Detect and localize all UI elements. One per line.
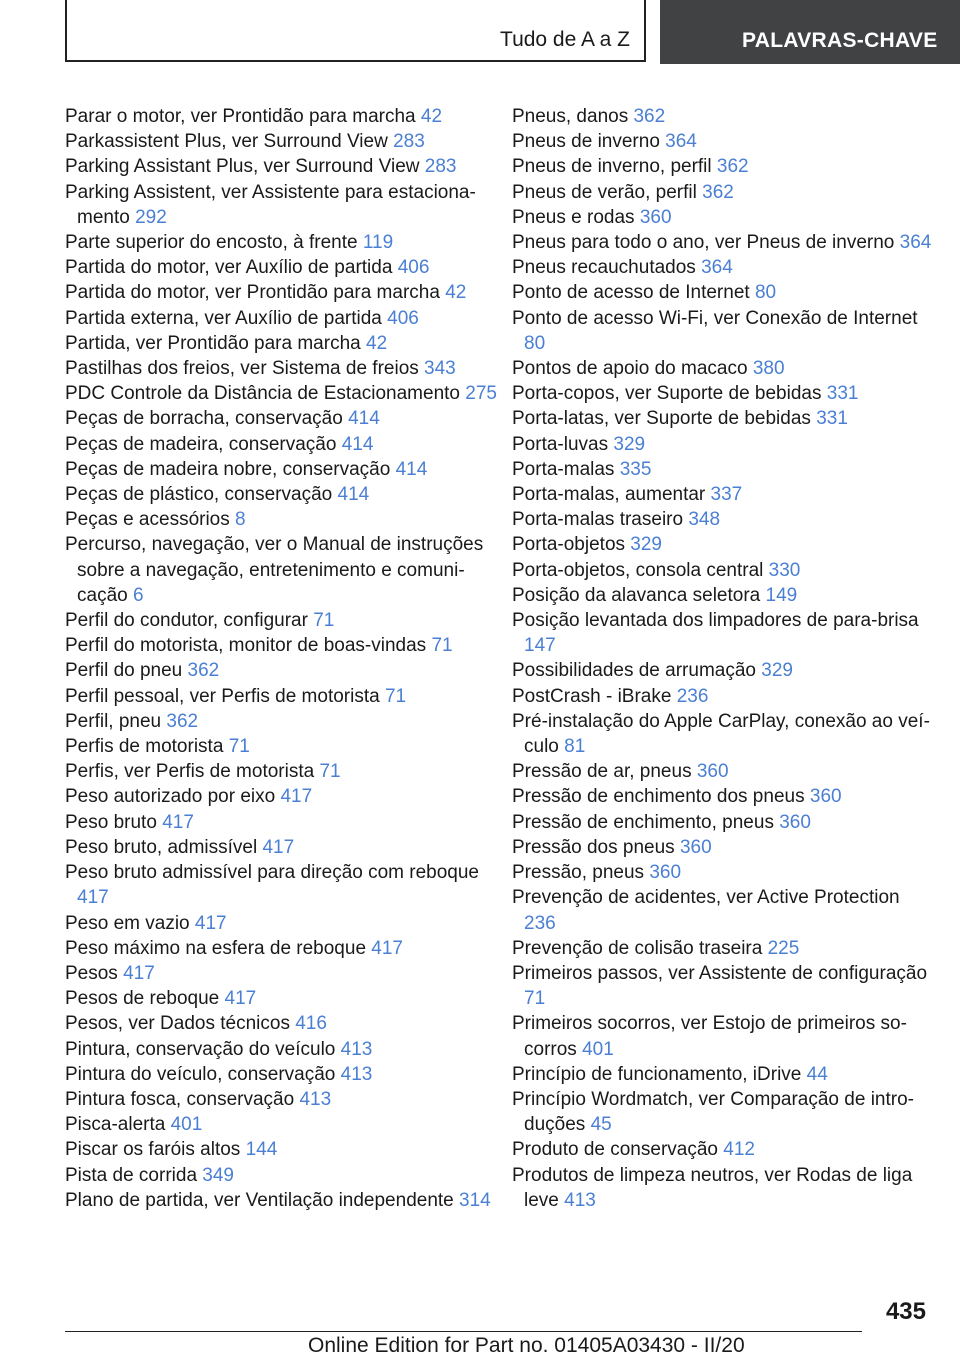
index-term: Peças de madeira nobre, conservação <box>65 458 391 480</box>
index-entry <box>512 709 932 759</box>
index-term: Pneus de inverno <box>512 131 660 153</box>
index-page-link[interactable]: 406 <box>397 257 430 279</box>
index-term: Pista de corrida <box>65 1164 198 1186</box>
index-term: Pontos de apoio do macaco <box>512 358 748 380</box>
index-term: Pintura fosca, conservação <box>65 1088 295 1110</box>
index-page-link[interactable]: 362 <box>633 106 666 127</box>
index-term: Perfis, ver Perfis de motorista <box>65 761 315 783</box>
index-page-link[interactable]: 417 <box>194 912 227 934</box>
index-page-link[interactable]: 413 <box>299 1088 332 1110</box>
index-page-link[interactable]: 71 <box>431 635 453 657</box>
index-term: Partida do motor, ver Auxílio de partida <box>65 257 393 279</box>
index-term: Posição levantada dos limpadores de para-brisa <box>512 610 919 632</box>
index-page-link[interactable]: 44 <box>806 1063 828 1085</box>
index-page-link[interactable]: 45 <box>590 1114 612 1136</box>
index-term: Produto de conservação <box>512 1139 718 1161</box>
index-term: Pré-instalação do Apple CarPlay, conexão ao veículo <box>512 710 930 758</box>
index-term: Peças de madeira, conservação <box>65 433 337 455</box>
index-term: Peças e acessórios <box>65 509 230 531</box>
index-term: Peças de plástico, conservação <box>65 484 333 506</box>
index-page-link[interactable]: 330 <box>768 559 801 581</box>
index-entry <box>65 810 497 835</box>
index-term: Parar o motor, ver Prontidão para marcha <box>65 106 416 127</box>
index-page-link[interactable]: 414 <box>395 458 428 480</box>
index-term: Partida externa, ver Auxílio de partida <box>65 307 382 329</box>
index-entry <box>65 658 497 683</box>
index-page-link[interactable]: 71 <box>228 736 250 758</box>
index-term: Perfil do motorista, monitor de boas-vindas <box>65 635 427 657</box>
index-term: PostCrash - iBrake <box>512 685 672 707</box>
index-entry <box>65 608 497 633</box>
index-term: Parking Assistant Plus, ver Surround View <box>65 156 420 178</box>
index-term: Princípio Wordmatch, ver Comparação de introduções <box>512 1088 914 1136</box>
index-page-link[interactable]: 362 <box>716 156 749 178</box>
index-term: Parte superior do encosto, à frente <box>65 232 358 254</box>
index-entry <box>512 936 932 961</box>
index-entry <box>65 709 497 734</box>
index-term: Pneus para todo o ano, ver Pneus de inverno <box>512 232 895 254</box>
index-entry <box>512 1137 932 1162</box>
index-entry <box>512 658 932 683</box>
index-term: Porta-latas, ver Suporte de bebidas <box>512 408 811 430</box>
index-term: Peso em vazio <box>65 912 190 934</box>
index-entry <box>65 860 497 910</box>
index-page-link[interactable]: 42 <box>366 332 388 354</box>
index-page-link[interactable]: 362 <box>166 710 199 732</box>
index-entry <box>65 1163 497 1188</box>
index-term: Porta-objetos, consola central <box>512 559 764 581</box>
index-term: Parking Assistent, ver Assistente para estacionamento <box>65 181 476 228</box>
index-term: Porta-malas traseiro <box>512 509 684 531</box>
index-entry <box>65 936 497 961</box>
index-term: Pintura do veículo, conservação <box>65 1063 336 1085</box>
index-entry <box>65 381 497 406</box>
index-page-link[interactable]: 349 <box>202 1164 234 1186</box>
section-title: Tudo de A a Z <box>500 28 630 51</box>
index-page-link[interactable]: 417 <box>262 836 295 858</box>
index-page-link[interactable]: 362 <box>702 181 734 203</box>
index-page-link[interactable]: 275 <box>465 383 497 405</box>
index-page-link[interactable]: 71 <box>319 761 341 783</box>
index-entry <box>512 457 932 482</box>
index-entry <box>512 885 932 935</box>
index-page-link[interactable]: 236 <box>676 685 709 707</box>
index-page-link[interactable]: 236 <box>524 912 556 934</box>
index-entry <box>512 129 932 154</box>
index-entry <box>512 1087 932 1137</box>
index-entry <box>512 507 932 532</box>
index-term: Perfis de motorista <box>65 736 224 758</box>
index-term: Prevenção de colisão traseira <box>512 937 763 959</box>
index-page-link[interactable]: 331 <box>826 383 859 405</box>
index-page-link[interactable]: 417 <box>371 937 403 959</box>
index-page-link[interactable]: 360 <box>809 786 842 808</box>
index-term: Pressão de enchimento, pneus <box>512 811 774 833</box>
index-entry <box>65 180 497 230</box>
index-term: Pressão de ar, pneus <box>512 761 692 783</box>
index-entry <box>65 154 497 179</box>
index-entry <box>65 1062 497 1087</box>
index-entry <box>65 961 497 986</box>
index-entry <box>512 961 932 1011</box>
index-page-link[interactable]: 362 <box>187 660 220 682</box>
index-page-link[interactable]: 401 <box>170 1114 203 1136</box>
index-entry <box>65 532 497 608</box>
index-entry <box>65 1137 497 1162</box>
index-term: Peças de borracha, conservação <box>65 408 343 430</box>
index-term: Primeiros passos, ver Assistente de configuração <box>512 962 928 984</box>
index-page-link[interactable]: 417 <box>162 811 194 833</box>
index-entry <box>512 759 932 784</box>
index-term: Posição da alavanca seletora <box>512 584 761 606</box>
index-term: Percurso, navegação, ver o Manual de instruções sobre a navegação, entretenimento e comunicação <box>65 534 484 606</box>
index-page-link[interactable]: 80 <box>524 332 546 354</box>
index-page-link[interactable]: 417 <box>123 962 155 984</box>
index-entry <box>512 784 932 809</box>
index-term: Pesos, ver Dados técnicos <box>65 1013 290 1035</box>
index-entry <box>65 104 497 129</box>
index-entry <box>512 608 932 658</box>
index-entry <box>65 1087 497 1112</box>
index-entry <box>65 356 497 381</box>
index-entry <box>65 684 497 709</box>
index-term: Pintura, conservação do veículo <box>65 1038 336 1060</box>
footer-divider <box>65 1331 862 1332</box>
index-term: Primeiros socorros, ver Estojo de primeiros socorros <box>512 1013 907 1060</box>
index-page-link[interactable]: 329 <box>630 534 662 556</box>
index-page-link[interactable]: 329 <box>613 433 646 455</box>
index-page-link[interactable]: 71 <box>384 685 407 707</box>
index-entry <box>512 558 932 583</box>
index-term: Pneus, danos <box>512 106 629 127</box>
index-entry <box>512 381 932 406</box>
index-page-link[interactable]: 413 <box>564 1189 596 1211</box>
index-page-link[interactable]: 360 <box>649 862 682 884</box>
index-page-link[interactable]: 71 <box>524 988 546 1010</box>
index-page-link[interactable]: 413 <box>340 1038 373 1060</box>
index-page-link[interactable]: 360 <box>679 836 712 858</box>
index-page-link[interactable]: 42 <box>420 106 443 127</box>
header-section-box <box>65 0 646 62</box>
chapter-title: PALAVRAS-CHAVE <box>742 29 938 52</box>
index-term: Perfil do pneu <box>65 660 183 682</box>
index-entry <box>512 684 932 709</box>
index-term: Pastilhas dos freios, ver Sistema de freios <box>65 358 419 380</box>
index-page-link[interactable]: 225 <box>767 937 800 959</box>
index-page-link[interactable]: 314 <box>459 1189 491 1211</box>
index-entry <box>65 432 497 457</box>
index-page-link[interactable]: 416 <box>295 1013 327 1035</box>
index-entry <box>512 230 932 255</box>
index-column-right <box>512 104 932 1213</box>
index-page-link[interactable]: 147 <box>524 635 556 657</box>
footer-edition: Online Edition for Part no. 01405A03430 - II/20 <box>308 1334 745 1357</box>
index-term: PDC Controle da Distância de Estacionamento <box>65 383 460 405</box>
index-term: Perfil do condutor, configurar <box>65 610 308 632</box>
index-entry <box>65 457 497 482</box>
index-page-link[interactable]: 412 <box>723 1139 755 1161</box>
index-page-link[interactable]: 8 <box>235 509 246 531</box>
index-page-link[interactable]: 380 <box>752 358 785 380</box>
index-column-left <box>65 104 497 1213</box>
index-entry <box>512 1011 932 1061</box>
index-entry <box>65 633 497 658</box>
index-entry <box>512 280 932 305</box>
index-term: Peso bruto, admissível <box>65 836 258 858</box>
index-term: Partida, ver Prontidão para marcha <box>65 332 361 354</box>
index-term: Partida do motor, ver Prontidão para marcha <box>65 282 440 304</box>
index-page-link[interactable]: 360 <box>696 761 729 783</box>
index-page-link[interactable]: 283 <box>393 131 425 153</box>
index-term: Ponto de acesso de Internet <box>512 282 750 304</box>
index-term: Peso máximo na esfera de reboque <box>65 937 367 959</box>
index-page-link[interactable]: 406 <box>387 307 419 329</box>
index-page-link[interactable]: 343 <box>424 358 456 380</box>
index-entry <box>512 432 932 457</box>
index-entry <box>512 1062 932 1087</box>
index-entry <box>512 154 932 179</box>
index-term: Piscar os faróis altos <box>65 1139 241 1161</box>
index-entry <box>512 356 932 381</box>
index-entry <box>512 205 932 230</box>
index-term: Plano de partida, ver Ventilação independente <box>65 1189 454 1211</box>
index-page-link[interactable]: 6 <box>132 584 144 606</box>
index-page-link[interactable]: 417 <box>77 887 109 909</box>
index-entry <box>65 280 497 305</box>
index-term: Peso bruto admissível para direção com reboque <box>65 862 480 884</box>
index-page-link[interactable]: 329 <box>761 660 793 682</box>
index-page-link[interactable]: 71 <box>313 610 335 632</box>
index-entry <box>65 406 497 431</box>
index-entry <box>512 532 932 557</box>
index-term: Pesos de reboque <box>65 988 220 1010</box>
index-page-link[interactable]: 144 <box>245 1139 278 1161</box>
index-entry <box>65 306 497 331</box>
index-entry <box>512 255 932 280</box>
index-entry <box>512 583 932 608</box>
index-page-link[interactable]: 417 <box>224 988 257 1010</box>
index-entry <box>512 1163 932 1213</box>
index-page-link[interactable]: 292 <box>135 206 167 228</box>
index-page-link[interactable]: 413 <box>340 1063 373 1085</box>
index-page-link[interactable]: 414 <box>337 484 370 506</box>
index-entry <box>512 406 932 431</box>
index-term: Peso autorizado por eixo <box>65 786 276 808</box>
index-term: Peso bruto <box>65 811 157 833</box>
index-term: Porta-malas <box>512 458 615 480</box>
index-term: Prevenção de acidentes, ver Active Protection <box>512 887 900 909</box>
page-number: 435 <box>885 1298 926 1325</box>
index-page-link[interactable]: 360 <box>779 811 811 833</box>
index-term: Pneus de verão, perfil <box>512 181 697 203</box>
index-entry <box>65 230 497 255</box>
index-page-link[interactable]: 80 <box>754 282 777 304</box>
index-entry <box>512 482 932 507</box>
index-entry <box>65 1011 497 1036</box>
index-page-link[interactable]: 364 <box>701 257 733 279</box>
index-term: Porta-malas, aumentar <box>512 484 706 506</box>
index-entry <box>65 911 497 936</box>
index-page-link[interactable]: 149 <box>765 584 798 606</box>
index-entry <box>65 986 497 1011</box>
index-entry <box>65 1188 497 1213</box>
index-entry <box>512 810 932 835</box>
index-term: Pressão dos pneus <box>512 836 675 858</box>
index-term: Porta-copos, ver Suporte de bebidas <box>512 383 822 405</box>
index-entry <box>512 104 932 129</box>
index-entry <box>65 759 497 784</box>
index-entry <box>65 1112 497 1137</box>
index-page-link[interactable]: 335 <box>619 458 652 480</box>
index-page-link[interactable]: 414 <box>341 433 374 455</box>
index-page-link[interactable]: 414 <box>348 408 380 430</box>
index-page-link[interactable]: 42 <box>445 282 467 304</box>
index-page-link[interactable]: 364 <box>899 232 932 254</box>
index-term: Porta-luvas <box>512 433 609 455</box>
index-page-link[interactable]: 364 <box>665 131 697 153</box>
index-entry <box>512 306 932 356</box>
index-entry <box>65 255 497 280</box>
index-term: Porta-objetos <box>512 534 626 556</box>
index-term: Pressão, pneus <box>512 862 645 884</box>
index-page-link[interactable]: 119 <box>362 232 394 254</box>
index-term: Produtos de limpeza neutros, ver Rodas de liga leve <box>512 1164 913 1211</box>
index-entry <box>65 835 497 860</box>
index-entry <box>65 331 497 356</box>
index-page-link[interactable]: 81 <box>564 736 586 758</box>
index-entry <box>65 482 497 507</box>
index-term: Perfil pessoal, ver Perfis de motorista <box>65 685 380 707</box>
header-chapter-tab <box>660 0 960 64</box>
index-term: Possibilidades de arrumação <box>512 660 756 682</box>
index-entry <box>65 129 497 154</box>
index-page-link[interactable]: 417 <box>280 786 313 808</box>
index-term: Parkassistent Plus, ver Surround View <box>65 131 388 153</box>
index-page-link[interactable]: 360 <box>639 206 672 228</box>
index-entry <box>65 507 497 532</box>
index-page-link[interactable]: 283 <box>424 156 457 178</box>
index-term: Princípio de funcionamento, iDrive <box>512 1063 802 1085</box>
index-entry <box>512 180 932 205</box>
index-page-link[interactable]: 337 <box>710 484 743 506</box>
index-entry <box>512 835 932 860</box>
index-term: Pesos <box>65 962 118 984</box>
index-page-link[interactable]: 401 <box>582 1038 614 1060</box>
index-term: Pisca-alerta <box>65 1114 166 1136</box>
index-page-link[interactable]: 348 <box>688 509 721 531</box>
index-term: Pneus de inverno, perfil <box>512 156 712 178</box>
index-entry <box>65 734 497 759</box>
index-term: Pneus e rodas <box>512 206 635 228</box>
index-term: Pneus recauchutados <box>512 257 696 279</box>
index-entry <box>65 784 497 809</box>
index-entry <box>65 1037 497 1062</box>
index-entry <box>512 860 932 885</box>
index-term: Perfil, pneu <box>65 710 162 732</box>
index-term: Ponto de acesso Wi-Fi, ver Conexão de Internet <box>512 307 918 329</box>
index-page-link[interactable]: 331 <box>816 408 848 430</box>
index-term: Pressão de enchimento dos pneus <box>512 786 805 808</box>
